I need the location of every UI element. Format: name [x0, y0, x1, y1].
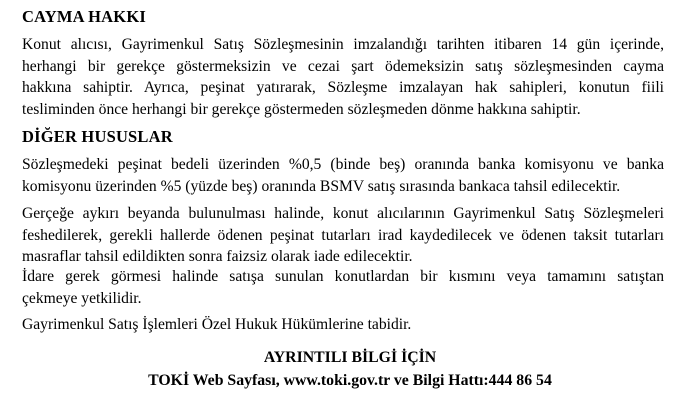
cayma-line: herhangi bir gerekçe göstermeksizin ve cezai şart ödemeksizin satış sözleşmesinden cayma — [22, 57, 664, 75]
cayma-line: Konut alıcısı, Gayrimenkul Satış Sözleşmesinin imzalandığı tarihten itibaren 14 gün içerinde, — [22, 36, 664, 53]
cayma-line: hakkına sahiptir. Ayrıca, peşinat yatırarak, Sözleşme imzalayan hak sahipleri, konutun fiili — [22, 79, 664, 97]
diger-paragraph-private-law — [22, 314, 664, 336]
footer-title: AYRINTILI BİLGİ İÇİN — [263, 349, 437, 366]
diger-line: Sözleşmedeki peşinat bedeli üzerinden %0,5 (binde beş) oranında banka komisyonu ve banka — [22, 156, 664, 173]
diger-line: komisyonu üzerinden %5 (yüzde beş) oranında BSMV satış sırasında bankaca tahsil edilecektir. — [22, 177, 621, 195]
diger-paragraph-commission — [22, 154, 664, 197]
diger-line: masraflar tahsil edildikten sonra faizsiz olarak iade edilecektir. — [22, 248, 413, 266]
footer-contact: TOKİ Web Sayfası, www.toki.gov.tr ve Bilgi Hattı:444 86 54 — [148, 372, 552, 389]
diger-paragraph-withdrawal — [22, 266, 664, 309]
diger-paragraph-false-statement — [22, 203, 664, 268]
section-heading-cayma: CAYMA HAKKI — [22, 7, 146, 26]
cayma-line: tesliminden önce herhangi bir gerekçe göstermeden sözleşmeden dönme hakkına sahiptir. — [22, 101, 581, 119]
diger-line: Gerçeğe aykırı beyanda bulunulması halinde, konut alıcılarının Gayrimenkul Satış Sözleşmeleri — [22, 205, 664, 222]
section-heading-diger: DİĞER HUSUSLAR — [22, 127, 173, 146]
diger-line: İdare gerek görmesi halinde satışa sunulan konutlardan bir kısmını veya tamamını satıştan — [22, 268, 664, 285]
diger-line: feshedilerek, gerekli hallerde ödenen peşinat tutarları irad kaydedilecek ve ödenen taksit tutarları — [22, 226, 664, 244]
diger-line: çekmeye yetkilidir. — [22, 289, 142, 307]
diger-line: Gayrimenkul Satış İşlemleri Özel Hukuk Hükümlerine tabidir. — [22, 316, 412, 333]
cayma-paragraph — [22, 34, 664, 121]
